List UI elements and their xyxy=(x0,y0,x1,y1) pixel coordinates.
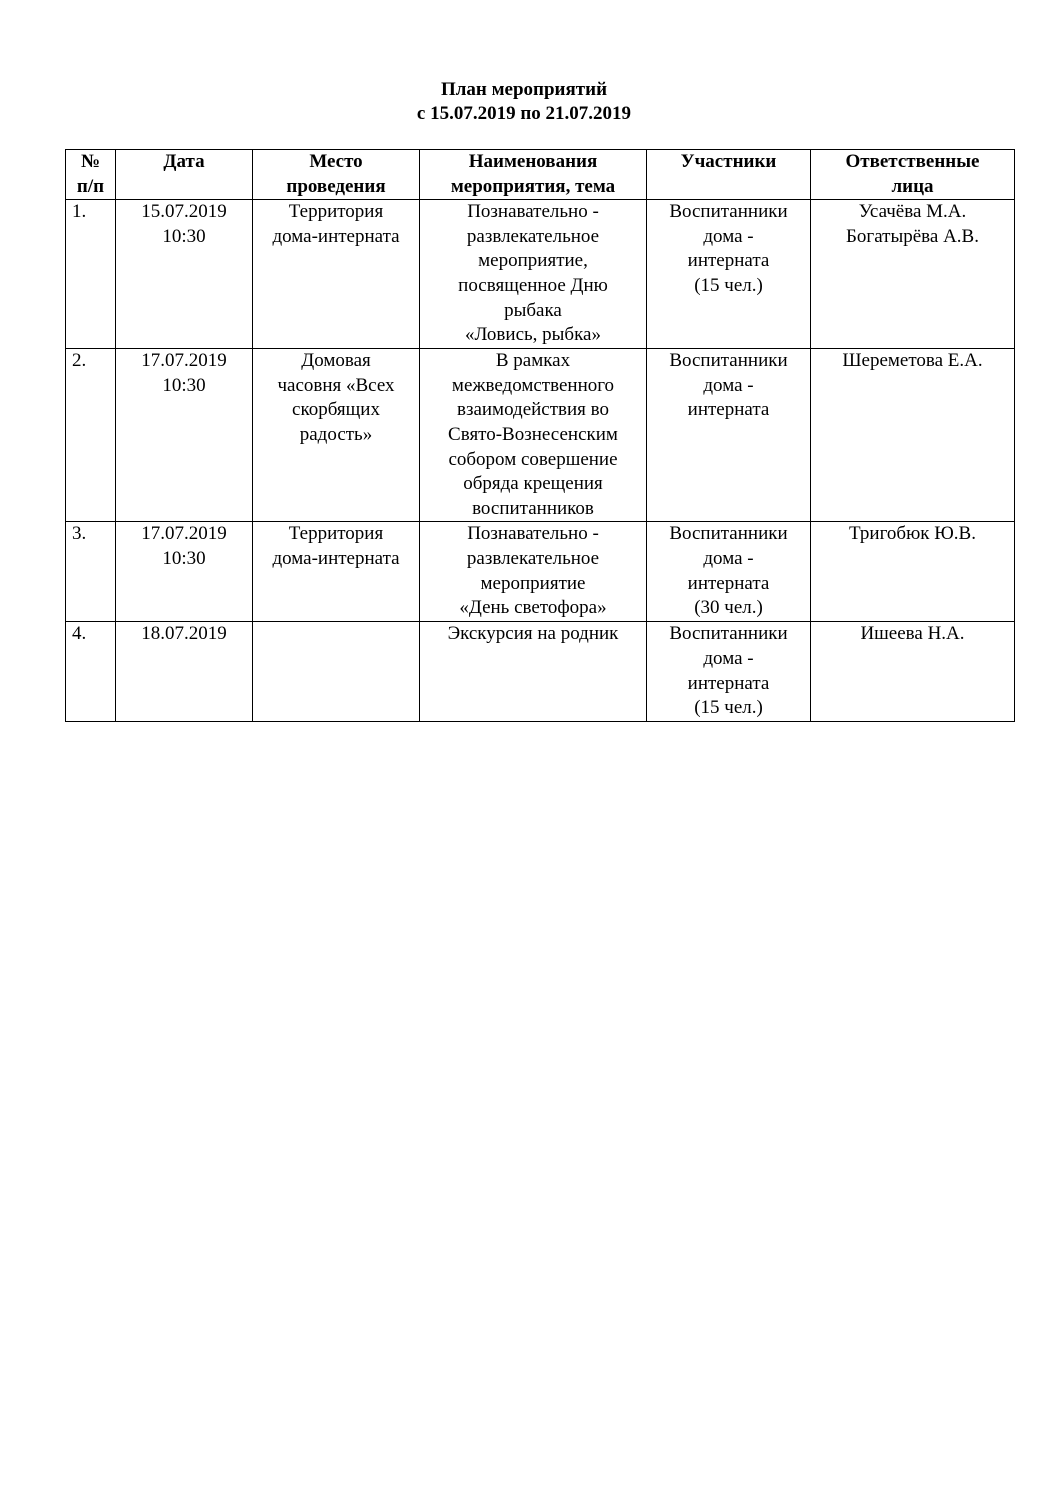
cell-num: 3. xyxy=(66,522,116,622)
cell-line: интерната xyxy=(687,250,770,272)
header-place-line-1: Место xyxy=(309,151,363,172)
document-title xyxy=(0,78,1048,126)
cell-line: скорбящих xyxy=(292,399,380,421)
cell-line: Воспитанники xyxy=(669,623,788,645)
cell-line: часовня «Всех xyxy=(277,374,395,396)
cell-responsible xyxy=(811,349,1015,522)
cell-place xyxy=(253,622,420,721)
table-header-row xyxy=(66,150,1015,200)
cell-line: В рамках xyxy=(495,350,571,372)
cell-line: интерната xyxy=(687,399,770,421)
cell-date xyxy=(116,622,253,721)
cell-line: Воспитанники xyxy=(669,523,788,545)
cell-line: интерната xyxy=(687,572,770,594)
cell-responsible xyxy=(811,522,1015,622)
events-table xyxy=(65,149,1015,722)
header-responsible-line-1: Ответственные xyxy=(845,151,980,172)
cell-line: 17.07.2019 xyxy=(141,523,227,545)
cell-line: посвященное Дню xyxy=(458,274,608,296)
cell-line: мероприятие, xyxy=(478,250,588,272)
header-name-line-2: мероприятия, тема xyxy=(450,175,616,197)
table-row xyxy=(66,200,1015,349)
header-participants-line-1: Участники xyxy=(680,151,777,172)
cell-line: «День светофора» xyxy=(459,597,607,619)
header-responsible-line-2: лица xyxy=(891,175,934,197)
cell-responsible xyxy=(811,200,1015,349)
cell-place xyxy=(253,522,420,622)
cell-place xyxy=(253,349,420,522)
cell-line: Экскурсия на родник xyxy=(447,623,619,645)
cell-line: Познавательно - xyxy=(467,523,599,545)
cell-line: дома-интерната xyxy=(272,225,400,247)
cell-event-name xyxy=(420,522,647,622)
cell-line: обряда крещения xyxy=(463,473,603,495)
cell-line: (15 чел.) xyxy=(694,697,763,719)
cell-line: дома - xyxy=(703,225,754,247)
cell-line: 17.07.2019 xyxy=(141,350,227,372)
cell-line: Воспитанники xyxy=(669,350,788,372)
header-participants xyxy=(647,150,811,200)
cell-date xyxy=(116,200,253,349)
cell-line: Территория xyxy=(288,201,384,223)
cell-event-name xyxy=(420,200,647,349)
cell-participants xyxy=(647,522,811,622)
cell-place xyxy=(253,200,420,349)
cell-line: Познавательно - xyxy=(467,201,599,223)
header-responsible xyxy=(811,150,1015,200)
cell-line: Свято-Вознесенским xyxy=(448,423,618,445)
header-num-line-2: п/п xyxy=(76,175,105,197)
cell-line: межведомственного xyxy=(451,374,615,396)
cell-line: мероприятие xyxy=(480,572,586,594)
header-date-line-1: Дата xyxy=(163,151,205,172)
cell-line: 18.07.2019 xyxy=(141,623,227,645)
cell-line: дома - xyxy=(703,647,754,669)
cell-num: 2. xyxy=(66,349,116,522)
cell-num: 1. xyxy=(66,200,116,349)
cell-line: 10:30 xyxy=(162,225,206,247)
cell-line: (15 чел.) xyxy=(694,274,763,296)
cell-line: Воспитанники xyxy=(669,201,788,223)
cell-line: Территория xyxy=(288,523,384,545)
cell-line: развлекательное xyxy=(466,547,600,569)
table-row xyxy=(66,522,1015,622)
header-place-line-2: проведения xyxy=(286,175,386,197)
cell-participants xyxy=(647,200,811,349)
cell-participants xyxy=(647,622,811,721)
cell-line: Ишеева Н.А. xyxy=(860,623,965,645)
plan-period: с 15.07.2019 по 21.07.2019 xyxy=(416,103,632,124)
header-place xyxy=(253,150,420,200)
cell-line: Богатырёва А.В. xyxy=(846,225,979,247)
header-num-line-1: № xyxy=(80,151,101,172)
table-row xyxy=(66,622,1015,721)
cell-participants xyxy=(647,349,811,522)
cell-num: 4. xyxy=(66,622,116,721)
header-name-line-1: Наименования xyxy=(468,151,598,172)
cell-line: (30 чел.) xyxy=(694,597,763,619)
cell-line: 10:30 xyxy=(162,547,206,569)
cell-line: рыбака xyxy=(504,299,562,321)
cell-line: Домовая xyxy=(301,350,371,372)
table-row xyxy=(66,349,1015,522)
header-name xyxy=(420,150,647,200)
cell-line: воспитанников xyxy=(472,497,594,519)
cell-date xyxy=(116,522,253,622)
cell-line: развлекательное xyxy=(466,225,600,247)
cell-responsible xyxy=(811,622,1015,721)
cell-line: «Ловись, рыбка» xyxy=(465,324,601,346)
cell-line: Усачёва М.А. xyxy=(858,201,967,223)
cell-line: 10:30 xyxy=(162,374,206,396)
cell-date xyxy=(116,349,253,522)
cell-line: интерната xyxy=(687,672,770,694)
cell-line: Тригобюк Ю.В. xyxy=(849,523,976,545)
cell-line: собором совершение xyxy=(448,448,618,470)
header-num xyxy=(66,150,116,200)
cell-line: дома-интерната xyxy=(272,547,400,569)
cell-line: дома - xyxy=(703,374,754,396)
cell-line: Шереметова Е.А. xyxy=(842,350,983,372)
plan-title: План мероприятий xyxy=(440,79,608,100)
cell-line: 15.07.2019 xyxy=(141,201,227,223)
cell-line: дома - xyxy=(703,547,754,569)
cell-event-name xyxy=(420,622,647,721)
header-date xyxy=(116,150,253,200)
cell-line: радость» xyxy=(299,423,373,445)
cell-event-name xyxy=(420,349,647,522)
cell-line: взаимодействия во xyxy=(456,399,610,421)
